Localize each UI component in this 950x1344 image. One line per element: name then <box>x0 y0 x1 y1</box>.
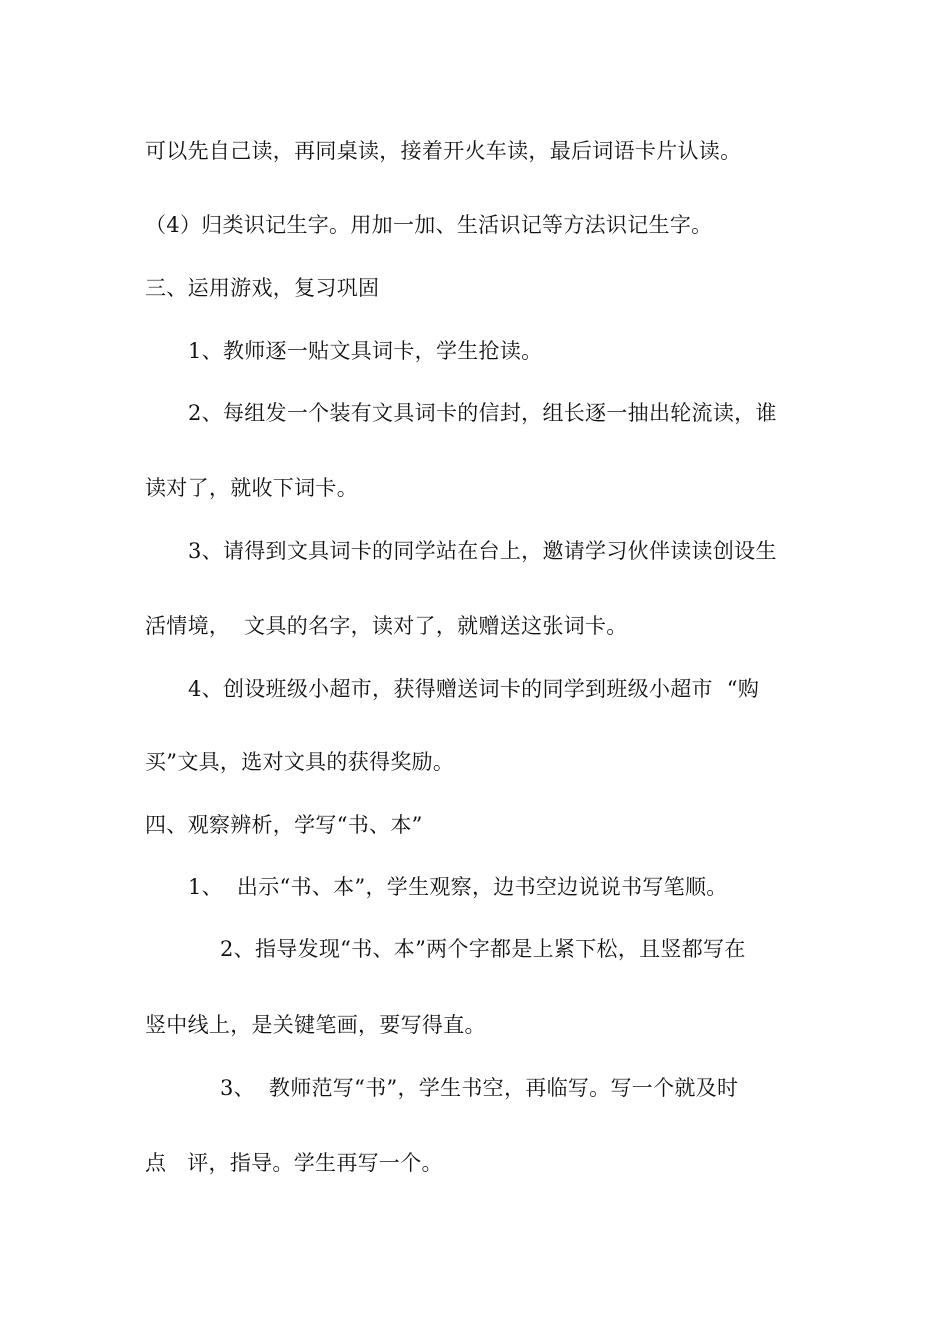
text-line: 点 评，指导。学生再写一个。 <box>145 1151 443 1175</box>
list-item: 4、创设班级小超市，获得赠送词卡的同学到班级小超市 “购 <box>188 677 760 701</box>
text-line: 活情境， 文具的名字，读对了，就赠送这张词卡。 <box>145 614 628 638</box>
list-item: 1、教师逐一贴文具词卡，学生抢读。 <box>188 339 543 363</box>
list-item: 3、 教师范写“书”，学生书空，再临写。写一个就及时 <box>220 1076 739 1100</box>
list-item: 2、指导发现“书、本”两个字都是上紧下松，且竖都写在 <box>220 937 746 961</box>
list-item: 3、请得到文具词卡的同学站在台上，邀请学习伙伴读读创设生 <box>188 539 777 563</box>
section-heading: 三、运用游戏，复习巩固 <box>145 276 380 300</box>
text-line: 买”文具，选对文具的获得奖励。 <box>145 750 455 774</box>
text-line: （4）归类识记生字。用加一加、生活识记等方法识记生字。 <box>145 213 713 237</box>
text-line: 可以先自己读，再同桌读，接着开火车读，最后词语卡片认读。 <box>145 139 742 163</box>
text-line: 读对了，就收下词卡。 <box>145 476 358 500</box>
text-line: 竖中线上，是关键笔画，要写得直。 <box>145 1013 486 1037</box>
list-item: 2、每组发一个装有文具词卡的信封，组长逐一抽出轮流读，谁 <box>188 401 777 425</box>
section-heading: 四、观察辨析，学写“书、本” <box>145 813 423 837</box>
list-item: 1、 出示“书、本”，学生观察，边书空边说说书写笔顺。 <box>188 875 728 899</box>
